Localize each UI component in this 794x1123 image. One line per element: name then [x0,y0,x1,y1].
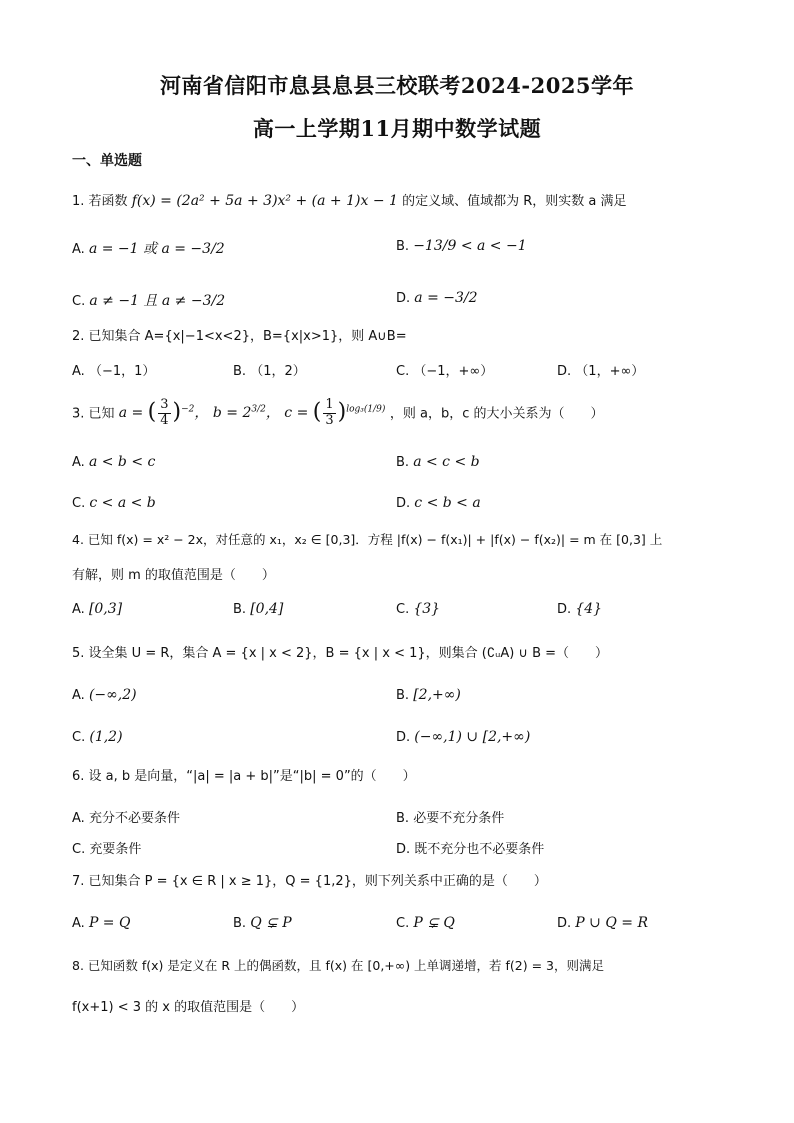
question-7-stem: 7. 已知集合 P = {x ∈ R | x ≥ 1}，Q = {1,2}，则下列关系中正确的是（ ） [72,874,547,889]
q6-option-a[interactable]: A. 充分不必要条件 [72,811,180,826]
q7-option-b[interactable]: B. Q ⊊ P [233,915,292,931]
question-3-stem: 3. 已知 a = ( $\frac{3}{4}$ )$^{-2}$， $b = 2^{3/2}$， c = ( $\frac{1}{3}$ )$^{log_3(1/9)}$ ，则 a，b，c 的大小关系为（ ） [72,397,604,428]
q3-option-a[interactable]: A. a < b < c [72,454,156,470]
q1-prefix: 1. 若函数 [72,194,128,209]
question-6-stem: 6. 设 a, b 是向量，“|a| = |a + b|”是“|b| = 0”的（ ） [72,769,416,784]
q7-option-c[interactable]: C. P ⊊ Q [396,915,455,931]
q6-option-d[interactable]: D. 既不充分也不必要条件 [396,842,545,857]
q2-option-a[interactable]: A. （−1，1） [72,364,156,379]
q3-formula: a = ( $\frac{3}{4}$ )$^{-2}$， $b = 2^{3/2}$， c = ( $\frac{1}{3}$ )$^{log_3(1/9)}$ [118,397,386,428]
q5-option-a[interactable]: A. (−∞,2) [72,687,137,703]
question-2-stem: 2. 已知集合 A={x|−1<x<2}，B={x|x>1}，则 A∪B= [72,329,407,344]
question-4-stem-line2: 有解，则 m 的取值范围是（ ） [72,568,275,583]
q5-option-b[interactable]: B. [2,+∞) [396,687,461,703]
q3-option-b[interactable]: B. a < c < b [396,454,480,470]
q1-option-d-text: a = −3/2 [414,290,478,306]
q7-option-a[interactable]: A. P = Q [72,915,131,931]
question-4-stem-line1: 4. 已知 f(x) = x² − 2x，对任意的 x₁，x₂ ∈ [0,3]．方程 |f(x) − f(x₁)| + |f(x) − f(x₂)| = m 在 [0,3] 上 [72,532,663,547]
document-title-line2: 高一上学期11月期中数学试题 [252,116,542,141]
question-8-stem-line2: f(x+1) < 3 的 x 的取值范围是（ ） [72,1000,305,1015]
q5-option-d[interactable]: D. (−∞,1) ∪ [2,+∞) [396,729,531,745]
q1-option-a[interactable]: A. a = −1 或 a = −3/2 [72,241,225,257]
q7-option-d[interactable]: D. P ∪ Q = R [557,915,648,931]
q1-option-a-text: a = −1 或 a = −3/2 [88,241,225,257]
q4-option-c[interactable]: C. {3} [396,601,441,617]
q1-suffix: 的定义域、值域都为 R，则实数 a 满足 [402,194,627,209]
q6-option-c[interactable]: C. 充要条件 [72,842,142,857]
q1-option-c[interactable]: C. a ≠ −1 且 a ≠ −3/2 [72,293,226,309]
q1-option-b-text: −13/9 < a < −1 [413,238,527,254]
q2-option-c[interactable]: C. （−1，+∞） [396,364,494,379]
q2-option-b[interactable]: B. （1，2） [233,364,306,379]
question-1-stem [72,192,626,211]
question-5-stem: 5. 设全集 U = R，集合 A = {x | x < 2}，B = {x | x < 1}，则集合 (∁ᵤA) ∪ B =（ ） [72,646,609,661]
q6-option-b[interactable]: B. 必要不充分条件 [396,811,505,826]
q1-formula: f(x) = (2a² + 5a + 3)x² + (a + 1)x − 1 [131,193,398,209]
q4-option-a[interactable]: A. [0,3] [72,601,123,617]
q2-option-d[interactable]: D. （1，+∞） [557,364,645,379]
q1-option-d[interactable]: D. a = −3/2 [396,290,478,306]
q4-option-d[interactable]: D. {4} [557,601,603,617]
question-8-stem-line1: 8. 已知函数 f(x) 是定义在 R 上的偶函数，且 f(x) 在 [0,+∞) 上单调递增，若 f(2) = 3，则满足 [72,958,604,973]
document-title-line1: 河南省信阳市息县息县三校联考2024-2025学年 [159,73,635,98]
q1-option-c-text: a ≠ −1 且 a ≠ −3/2 [89,293,226,309]
q3-option-d[interactable]: D. c < b < a [396,495,481,511]
section-heading: 一、单选题 [72,153,142,169]
q3-option-c[interactable]: C. c < a < b [72,495,156,511]
q4-option-b[interactable]: B. [0,4] [233,601,284,617]
q5-option-c[interactable]: C. (1,2) [72,729,123,745]
q1-option-b[interactable]: B. −13/9 < a < −1 [396,238,527,254]
